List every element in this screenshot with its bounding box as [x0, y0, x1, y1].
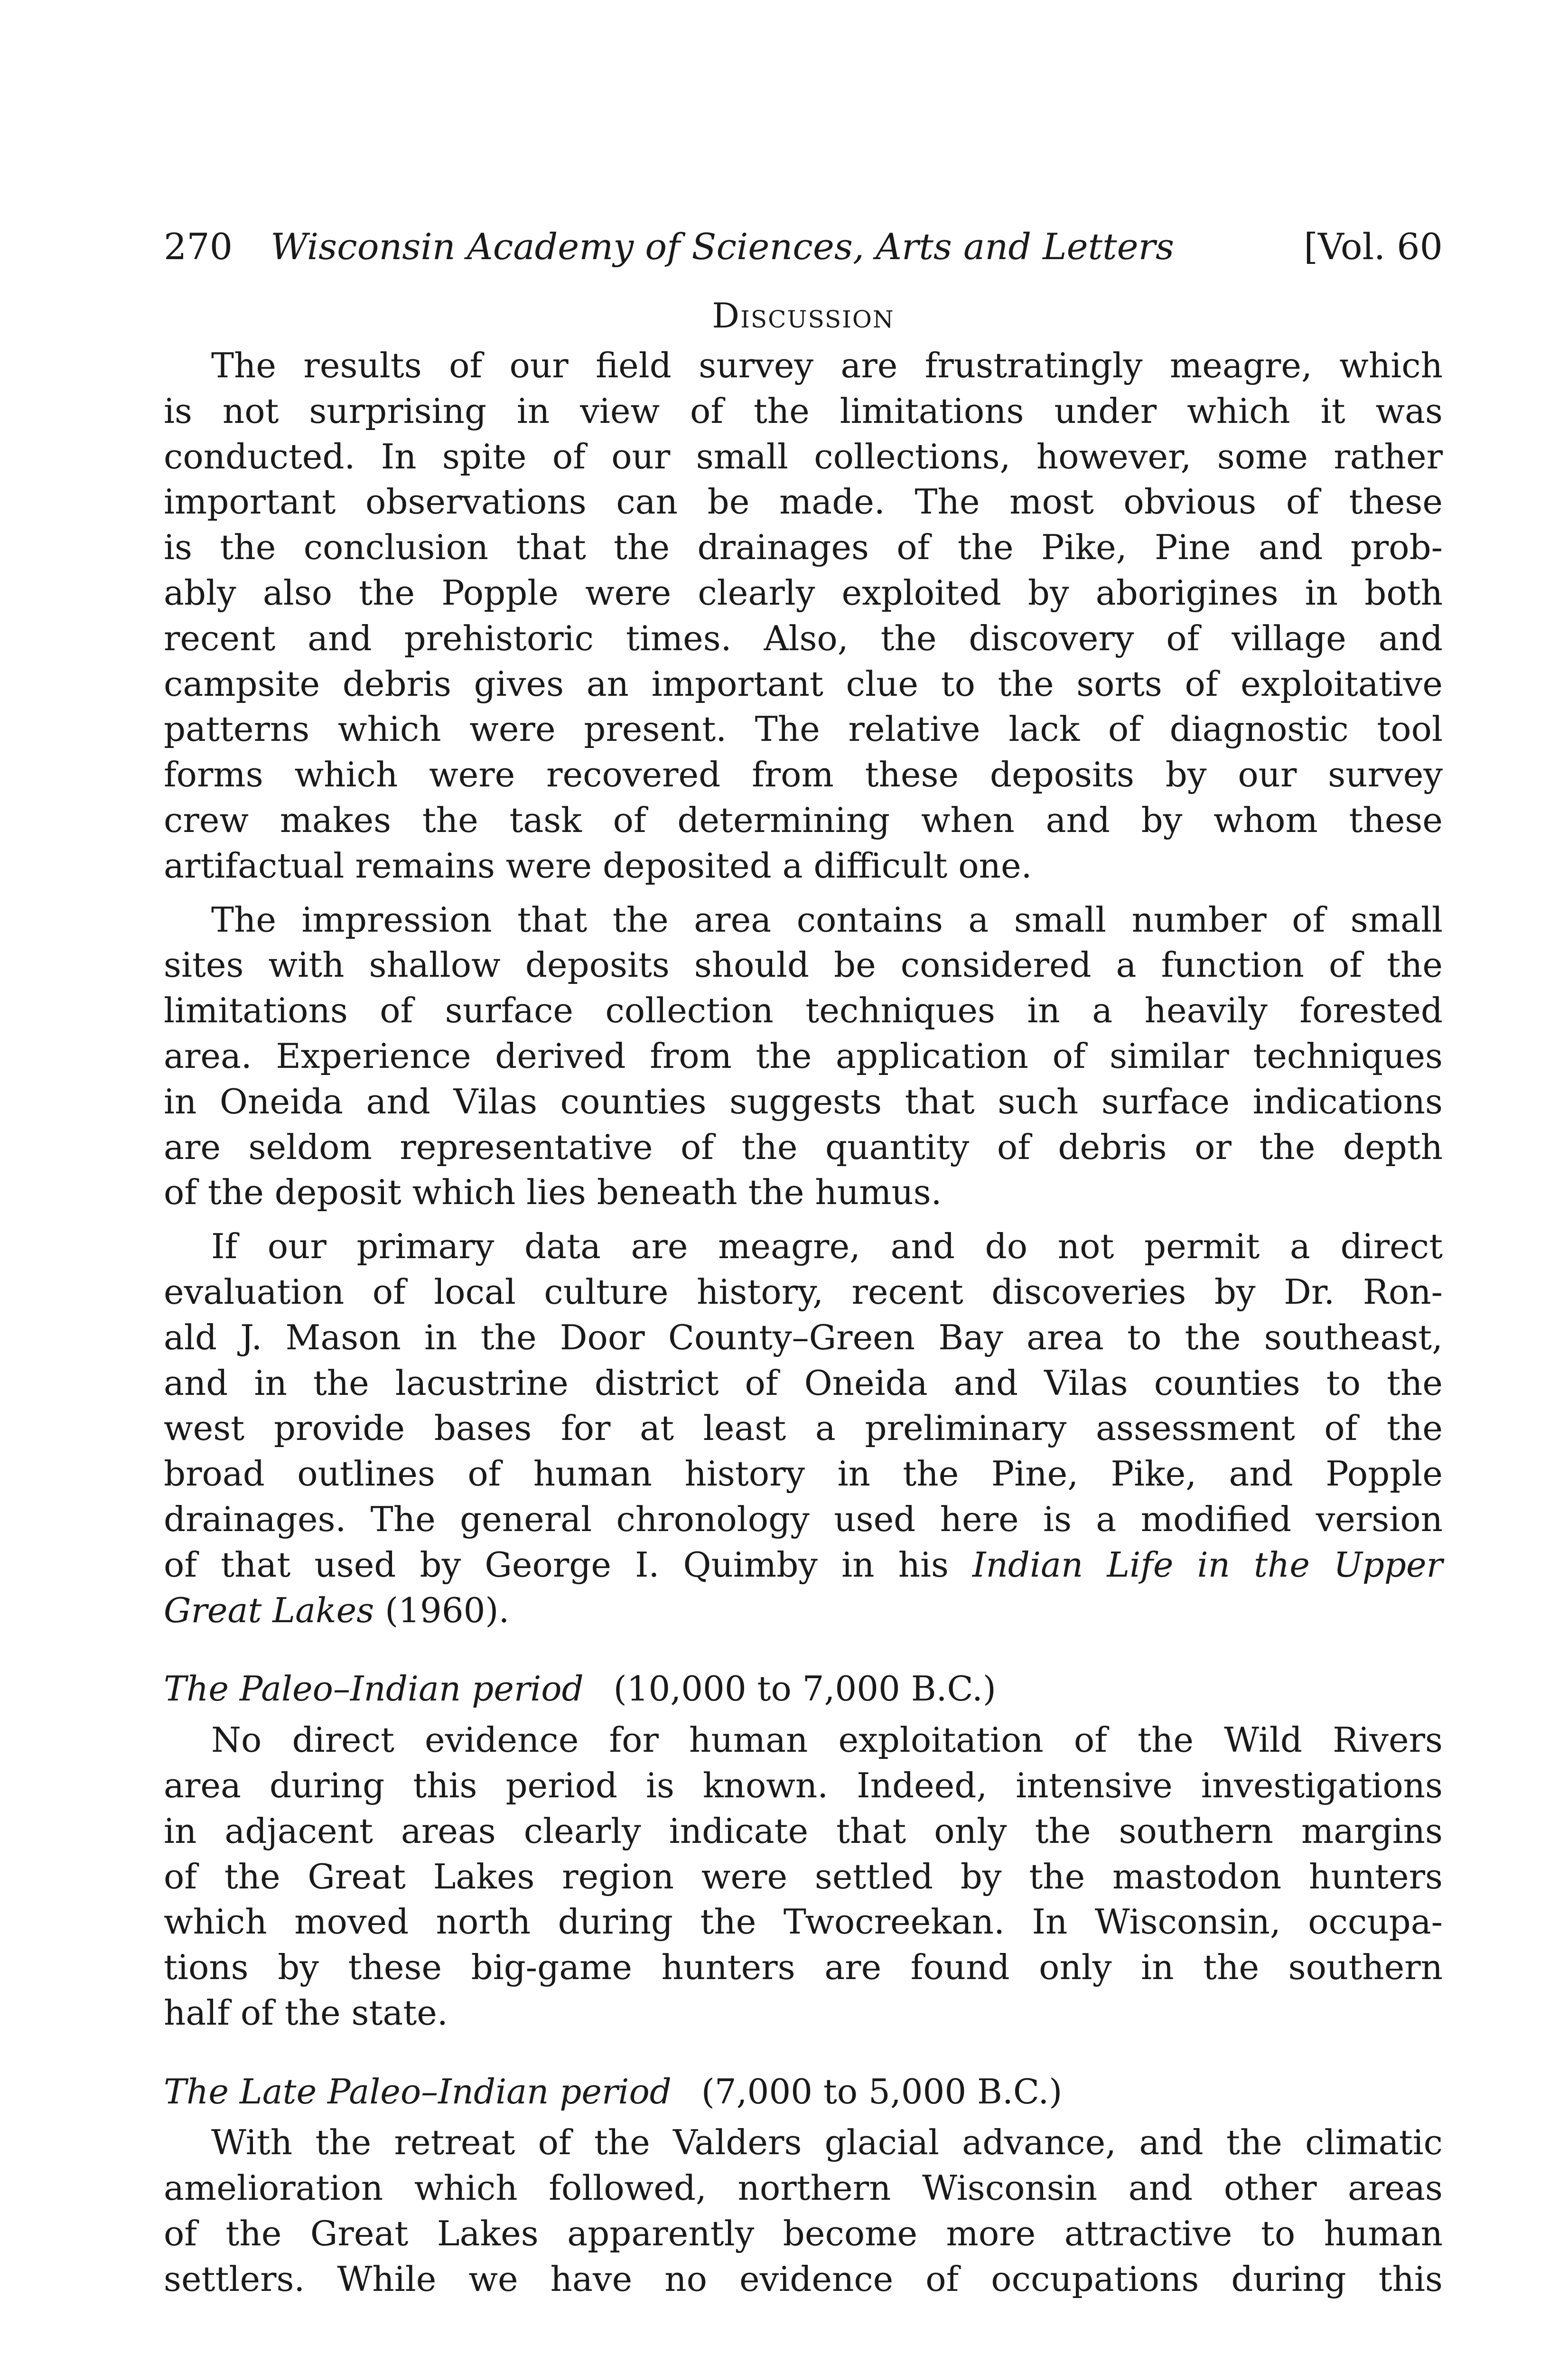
text-line: which moved north during the Twocreekan. In Wisconsin, occupa-: [164, 1902, 1443, 1942]
subsection-heading: [164, 1666, 1443, 1712]
paragraph: [164, 343, 1443, 889]
text-line: patterns which were present. The relative lack of diagnostic tool: [164, 709, 1443, 749]
text-line: area during this period is known. Indeed, intensive investigations: [164, 1765, 1443, 1805]
text-line: broad outlines of human history in the Pine, Pike, and Popple: [164, 1454, 1443, 1494]
text-line: of the deposit which lies beneath the humus.: [164, 1172, 942, 1213]
paragraph: [164, 897, 1443, 1216]
text-line: ably also the Popple were clearly exploited by aborigines in both: [164, 572, 1443, 613]
text-line: in adjacent areas clearly indicate that only the southern margins: [164, 1811, 1443, 1851]
running-head: [164, 223, 1443, 271]
text-line: [164, 1588, 1443, 1634]
text-line: drainages. The general chronology used here is a modified version: [164, 1499, 1443, 1539]
book-title: Indian Life in the Upper: [972, 1544, 1443, 1585]
citation-prefix: of that used by George I. Quimby in his: [164, 1544, 949, 1585]
text-line: settlers. While we have no evidence of occupations during this: [164, 2259, 1443, 2299]
text-line: recent and prehistoric times. Also, the discovery of village and: [164, 618, 1443, 658]
text-line: and in the lacustrine district of Oneida and Vilas counties to the: [164, 1363, 1443, 1403]
paragraph: [164, 1224, 1443, 1633]
subsection-title: The Paleo–Indian period: [164, 1669, 584, 1709]
text-line: conducted. In spite of our small collections, however, some rather: [164, 436, 1443, 476]
text-line: amelioration which followed, northern Wisconsin and other areas: [164, 2168, 1443, 2208]
paragraph: [164, 1718, 1443, 2036]
text-line: forms which were recovered from these deposits by our survey: [164, 755, 1443, 795]
text-line: in Oneida and Vilas counties suggests that such surface indications: [164, 1081, 1443, 1121]
text-line: No direct evidence for human exploitation of the Wild Rivers: [211, 1720, 1443, 1760]
journal-title: Wisconsin Academy of Sciences, Arts and Letters: [271, 225, 1174, 268]
text-line: west provide bases for at least a preliminary assessment of the: [164, 1408, 1443, 1448]
page-number: 270: [164, 225, 233, 268]
subsection-heading: [164, 2069, 1443, 2115]
text-line: limitations of surface collection techniques in a heavily forested: [164, 990, 1443, 1031]
volume-label: [Vol. 60: [1304, 225, 1443, 268]
text-line: [164, 1542, 1443, 1588]
text-line: is not surprising in view of the limitations under which it was: [164, 391, 1443, 431]
subsection-title: The Late Paleo–Indian period: [164, 2071, 672, 2111]
paragraph: [164, 2120, 1443, 2302]
text-line: The impression that the area contains a small number of small: [211, 899, 1443, 940]
text-line: If our primary data are meagre, and do not permit a direct: [211, 1226, 1443, 1267]
book-year: (1960).: [385, 1590, 510, 1630]
text-line: is the conclusion that the drainages of the Pike, Pine and prob-: [164, 527, 1443, 568]
subsection-dates: (10,000 to 7,000 B.C.): [613, 1669, 996, 1709]
page: [164, 223, 1443, 2302]
text-line: of the Great Lakes apparently become more attractive to human: [164, 2214, 1443, 2254]
text-line: campsite debris gives an important clue to the sorts of exploitative: [164, 663, 1443, 704]
text-line: evaluation of local culture history, recent discoveries by Dr. Ron-: [164, 1271, 1443, 1312]
text-line: tions by these big-game hunters are found only in the southern: [164, 1947, 1443, 1988]
text-line: area. Experience derived from the application of similar techniques: [164, 1036, 1443, 1076]
text-line: artifactual remains were deposited a difficult one.: [164, 845, 1032, 886]
section-heading: Discussion: [712, 296, 895, 336]
text-line: half of the state.: [164, 1992, 448, 2033]
text-line: of the Great Lakes region were settled by the mastodon hunters: [164, 1856, 1443, 1897]
text-line: important observations can be made. The most obvious of these: [164, 482, 1443, 522]
text-line: With the retreat of the Valders glacial advance, and the climatic: [211, 2122, 1443, 2163]
text-line: are seldom representative of the quantity of debris or the depth: [164, 1127, 1443, 1167]
subsection-dates: (7,000 to 5,000 B.C.): [701, 2071, 1063, 2111]
text-line: sites with shallow deposits should be considered a function of the: [164, 945, 1443, 985]
text-line: ald J. Mason in the Door County–Green Bay area to the southeast,: [164, 1317, 1443, 1357]
text-line: The results of our field survey are frustratingly meagre, which: [211, 346, 1443, 385]
book-title-continued: Great Lakes: [164, 1590, 374, 1630]
text-line: crew makes the task of determining when and by whom these: [164, 800, 1443, 840]
